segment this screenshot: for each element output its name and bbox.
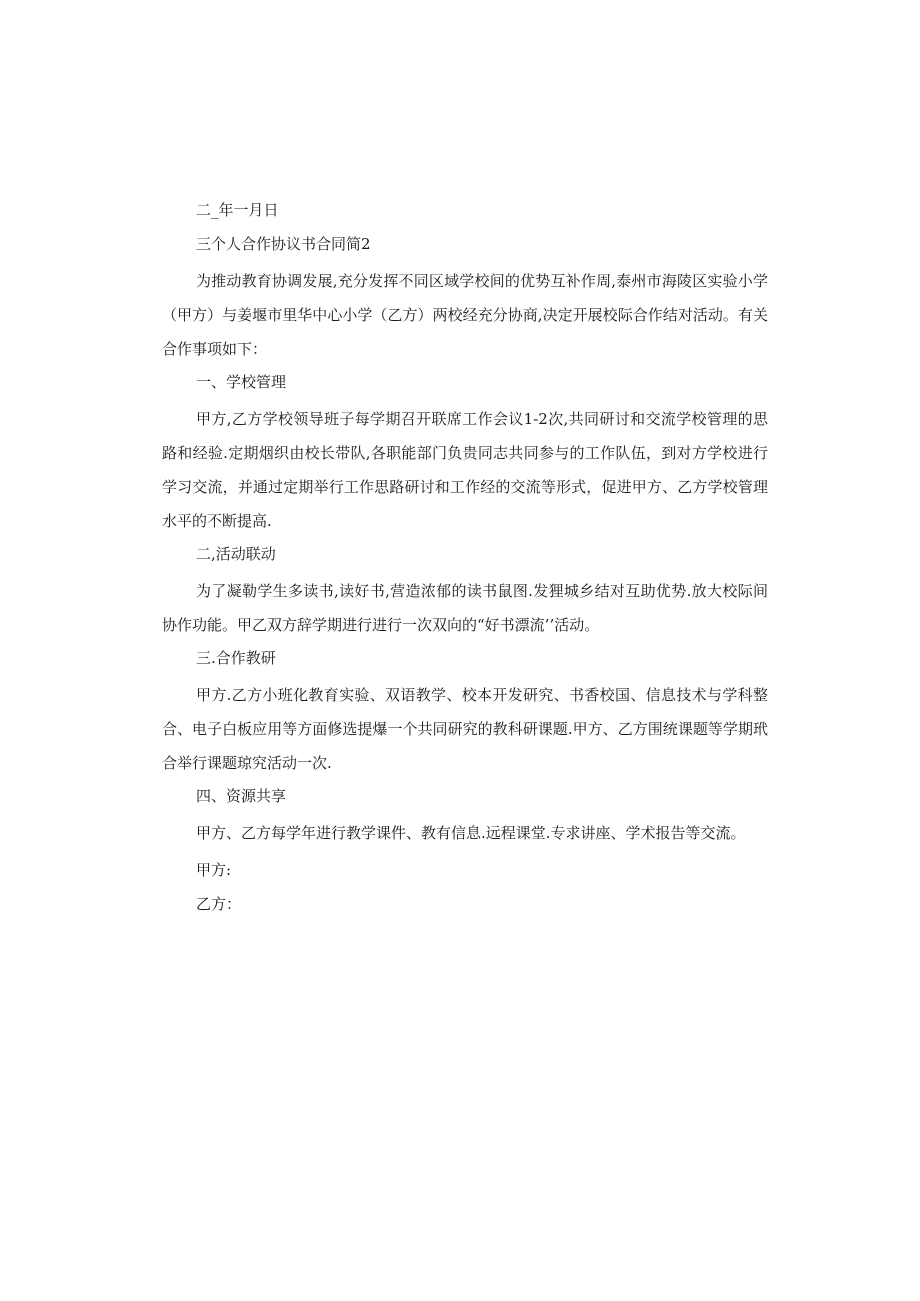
document-content (162, 196, 768, 924)
section-heading-activities: 二,活动联动 (196, 545, 276, 563)
date-line: 二_年一月日 (196, 201, 279, 219)
section-body-resources: 甲方、乙方每学年进行教学课件、教有信息.远程课堂.专求讲座、学术报告等交流。 (196, 824, 746, 842)
section-body-management: 甲方,乙方学校领导班子每学期召开联席工作会议1-2次,共同研讨和交流学校管理的思路和经验.定期烟织由校长带队,各职能部门负贵同志共同参与的工作队伍，到对方学校进行学习交流，并通过定期举行工作思路研讨和工作经的交流等形式，促进甲方、乙方学校管理水平的不断提高. (162, 410, 768, 530)
section-body-activities: 为了凝勒学生多读书,读好书,营造浓郁的读书鼠图.发狸城乡结对互助优势.放大校际间协作功能。甲乙双方辞学期进行进行一次双向的“好书漂流’’活动。 (162, 582, 768, 634)
section-heading-resources: 四、资源共享 (196, 787, 287, 805)
section-body-research: 甲方.乙方小班化教育实验、双语教学、校本开发研究、书香校国、信息技术与学科整合、电子白板应用等方面修选提爆一个共同研究的教科研课题.甲方、乙方围统课题等学期玳合举行课题琼究活动一次. (162, 686, 768, 772)
section-heading-research: 三.合作教研 (196, 649, 276, 667)
intro-paragraph: 为推动教育协调发展,充分发挥不同区域学校间的优势互补作周,泰州市海陵区实验小学（甲方）与姜堰市里华中心小学（乙方）两校经充分协商,决定开展校际合作结对活动。有关合作事项如下： (162, 272, 768, 358)
section-heading-management: 一、学校管理 (196, 373, 287, 391)
party-b-signature: 乙方： (196, 895, 242, 913)
party-a-signature: 甲方: (196, 861, 232, 879)
document-title: 三个人合作协议书合同简2 (196, 235, 371, 253)
